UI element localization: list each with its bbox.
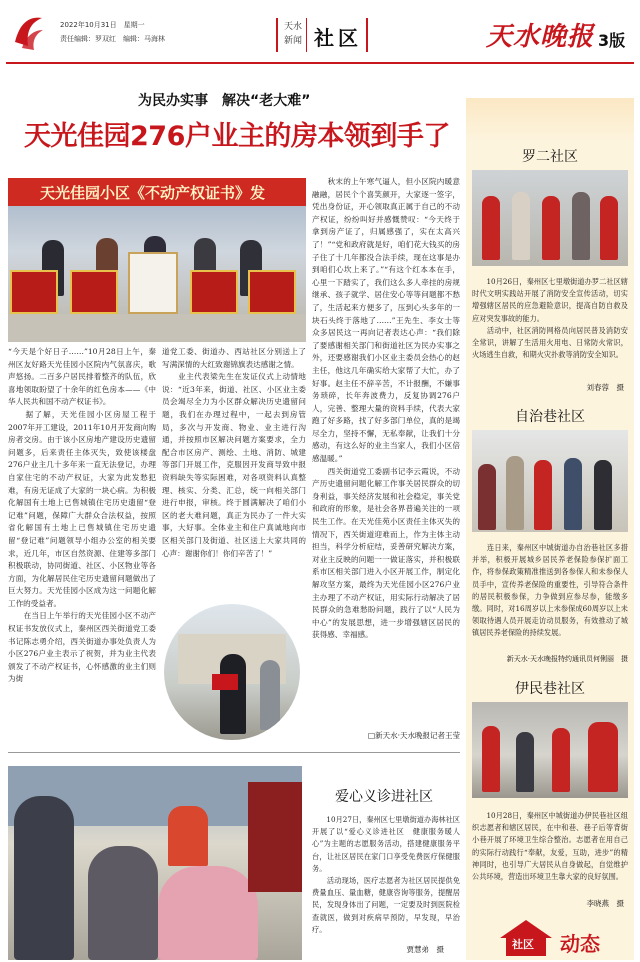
section-divider bbox=[276, 18, 278, 52]
yiminxiang-body: 10月28日，秦州区中城街道办伊民巷社区组织志愿者和辖区居民，在中和巷、巷子后等背街小巷开展了环境卫生综合整治。志愿者在用自己的实际行动践行“奉献，友爱，互助，进步”的精神同时，也引导广大居民从自身做起，自觉维护公共环境，营造出环境卫生靠大家的良好氛围。 bbox=[472, 811, 628, 882]
section-title: 社区 bbox=[314, 26, 362, 50]
section-divider-2 bbox=[306, 18, 307, 52]
aixin-heading: 爱心义诊进社区 bbox=[335, 789, 433, 805]
header-rule bbox=[6, 62, 634, 64]
section-divider-3 bbox=[366, 18, 368, 52]
yiminxiang-byline: 李晓燕 摄 bbox=[586, 899, 624, 908]
sidebar-heading-zizhixiang: 自治巷社区 bbox=[515, 409, 585, 425]
zizhixiang-photo bbox=[472, 430, 628, 532]
article-column-2: 道党工委、街道办、西站社区分别送上了写满深情的大红致谢锦旗表达感谢之情。 业主代表梁先生在发证仪式上动情地说：“近3年来，街道、社区、小区业主委员会竭尽全力为小区群众解决历史遗留问题，我们在办理过程中，一起去到房管局，多次与开发商、物业、业主进行沟通，并按照市区解决问题方案要求，全力配合市区房产、测绘、土地、消防、城建等部门开展工作，克服因开发商导致中报资料缺失等实际困难，对各项资料认真整理、核实、分类、汇总，统一向相关部门进行申报，审核。终于圆满解决了咱们小区的老大难问题，真正为民办了一件大实事，大好事。全体业主和住户真诚地向市区相关部门及街道、社区送上大家共同的心声：谢谢你们！你们辛苦了！” bbox=[162, 347, 306, 558]
page-number: 3版 bbox=[598, 31, 626, 50]
section-rule bbox=[8, 752, 460, 753]
zizhixiang-byline: 新天水·天水晚报特约通讯员何俐丽 摄 bbox=[506, 655, 628, 663]
photo-certificate-boards bbox=[8, 270, 306, 316]
sidebar-decoration bbox=[466, 98, 634, 142]
paper-small-label: 天水 新闻 bbox=[284, 22, 303, 46]
article-title: 天光佳园276户业主的房本领到手了 bbox=[24, 121, 450, 152]
aixin-body: 10月27日，秦州区七里墩街道办海林社区开展了以“爱心义诊进社区 健康服务暖人心”为主题的志愿服务活动，搭建健康服务平台，让社区居民在家门口享受免费医疗保健服务。 活动现场，医疗志愿者为社区居民提供免费量血压、量血糖，健康咨询等服务，提醒居民，发现身体出了问题，一定要及时到医院检查就医，做到对疾病早预防，早发现，早治疗。 bbox=[312, 815, 460, 934]
resident-photo bbox=[164, 604, 300, 740]
luoer-byline: 刘春蓉 摄 bbox=[586, 383, 624, 392]
brand-title: 天水晚报 bbox=[486, 22, 595, 52]
luoer-photo bbox=[472, 170, 628, 266]
sidebar-heading-yiminxiang: 伊民巷社区 bbox=[515, 681, 585, 697]
article-kicker: 为民办实事 解决“老大难” bbox=[138, 93, 311, 109]
article-column-3: 秋末的上午寒气逼人，但小区院内暖意融融，居民个个喜笑颜开，大家逐一签字，凭出身份证，开心领取真正属于自己的不动产权证，纷纷叫好并感慨赞叹：“今天终于拿到房产证了，归属感强了，实在太高兴了！”“党和政府就是好，咱们花大钱买的房子住了十几年都没合法手续，现在这事是办到咱们心坎上来了。”“有这个红本本在手，心里一下踏实了，我们这么多人牵挂的房规继承、孩子就学、居住安心等等问题都不愁了，生活起来方便多了，压到心头多年的一块石头终于落地了……”王先生、李女士等众多居民这一再向记者表达心声：“我们除了要感谢相关部门和街道社区为民办实事之外，还要感谢我们小区业主委员会热心的赵主任，他这几年确实给大家帮了大忙，办了好事。赵主任不辞辛苦，不计报酬，不嫌事务琐碎，长年奔波费力，反复协调276户人，完善、整理大量的资料手续，代表大家跑了好多路，找了好多部门单位，真的是竭尽全力，坚持不懈，无私奉献，让我们十分感动，有这么好的业主当家人，我们小区倍感温暖。” 西关街道党工委副书记李云霞说，不动产历史遗留问题化解工作事关居民群众的切身利益，事关经济发展和社会稳定，事关党和政府的形象，是社会各界普遍关注的一项民生工作。在天光佳苑小区责任主体灭失的情况下，西关街道迎难而上，作为主体主动担当，科学分析症结，妥善研究解决方案，对业主反映的问题一一做证落实，并积极联系市区相关部门进入小区开展工作，制定化解攻坚方案，最终为天光佳园小区276户业主办理了不动产权证，用实际行动解决了居民群众的急难愁盼问题，践行了以“人民为中心”的发展思想，进一步增强辖区居民的获得感、幸福感。 bbox=[312, 177, 460, 640]
newspaper-logo-icon bbox=[12, 12, 46, 52]
header-date: 2022年10月31日 星期一 bbox=[60, 21, 145, 29]
ceremony-photo bbox=[8, 178, 306, 342]
luoer-body: 10月26日，秦州区七里墩街道办罗二社区辖时代文明实践站开展了消防安全宣传活动，切实增强辖区居民的应急避险意识，提高自防自救及应对突发事故的能力。 活动中，社区消防网格员向居民普及消防安全常识，讲解了生活用火用电、日常防火常识，火场逃生自救，和期火灾扑救等消防安全知识。 bbox=[472, 277, 628, 360]
sidebar-heading-luoer: 罗二社区 bbox=[522, 149, 578, 165]
community-news-label-1: 社区 bbox=[512, 938, 534, 951]
zizhixiang-body: 连日来，秦州区中城街道办自治巷社区多措并举，积极开展城乡居民养老保险参保扩面工作，将参保政策精准推送到各参保人和未参保人员手中，宣传养老保险的重要性，引导符合条件的居民积极参保，力争做到应参尽参，能缴多缴。同时，对16周岁以上未参保成60周岁以上未领取待遇人员开展走访动员服务，有效推动了城镇居民养老保险的持续发展。 bbox=[472, 543, 628, 638]
photo-banner bbox=[8, 178, 306, 206]
yiminxiang-photo bbox=[472, 702, 628, 798]
community-news-logo bbox=[496, 918, 628, 956]
photo-table bbox=[8, 314, 306, 342]
header-editors: 责任编辑：罗双红 编辑：马海林 bbox=[60, 35, 165, 43]
aixin-byline: 贾慧弟 摄 bbox=[406, 945, 444, 954]
clinic-photo bbox=[8, 766, 302, 960]
article-column-1: “今天是个好日子……”10月28日上午，秦州区友好路天光佳园小区院内气氛喜庆，歌声悠扬。二百多户居民排着整齐的队伍，欣喜地领取盼望了十余年的红色房本——《中华人民共和国不动产权证书》。 据了解，天光佳园小区房屋工程于2007年开工建设，2011年10月开发商向购房者交房。由于该小区房地产建设历史遗留问题多，后来责任主体灭失，致使该楼盘276户业主几十多年来一直无法登记，办理自家住宅的不动产权证，大家为此发愁犯难，有房无证成了大家的一块心病。为积极化解国有土地上已售城镇住宅历史遗留“登记难”问题，保障广大群众合法权益，按照省化解国有土地上已售城镇住宅历史遗留“登记难”问题领导小组办公室的相关要求，近几年，市区自然资源、住建等多部门积极联动，协同街道、社区、小区物业等各方面，为化解居民住宅历史遗留问题做出了巨大努力。天光佳园小区成为这一问题化解工作的受益者。 在当日上午举行的天光佳园小区不动产权证书发放仪式上，秦州区西关街道党工委书记陈志勇介绍，西关街道办事处负责人为小区276户业主表示了祝贺，并为业主代表颁发了不动产权证书，心怀感激的业主们则为街 bbox=[8, 347, 156, 684]
community-news-label-2: 动态 bbox=[560, 932, 600, 956]
masthead bbox=[0, 0, 640, 68]
article-byline: □新天水·天水晚报记者王莹 bbox=[368, 731, 460, 740]
sidebar-panel bbox=[466, 98, 634, 960]
photo-banner-text: 天光佳园小区《不动产权证书》发 bbox=[40, 184, 266, 202]
